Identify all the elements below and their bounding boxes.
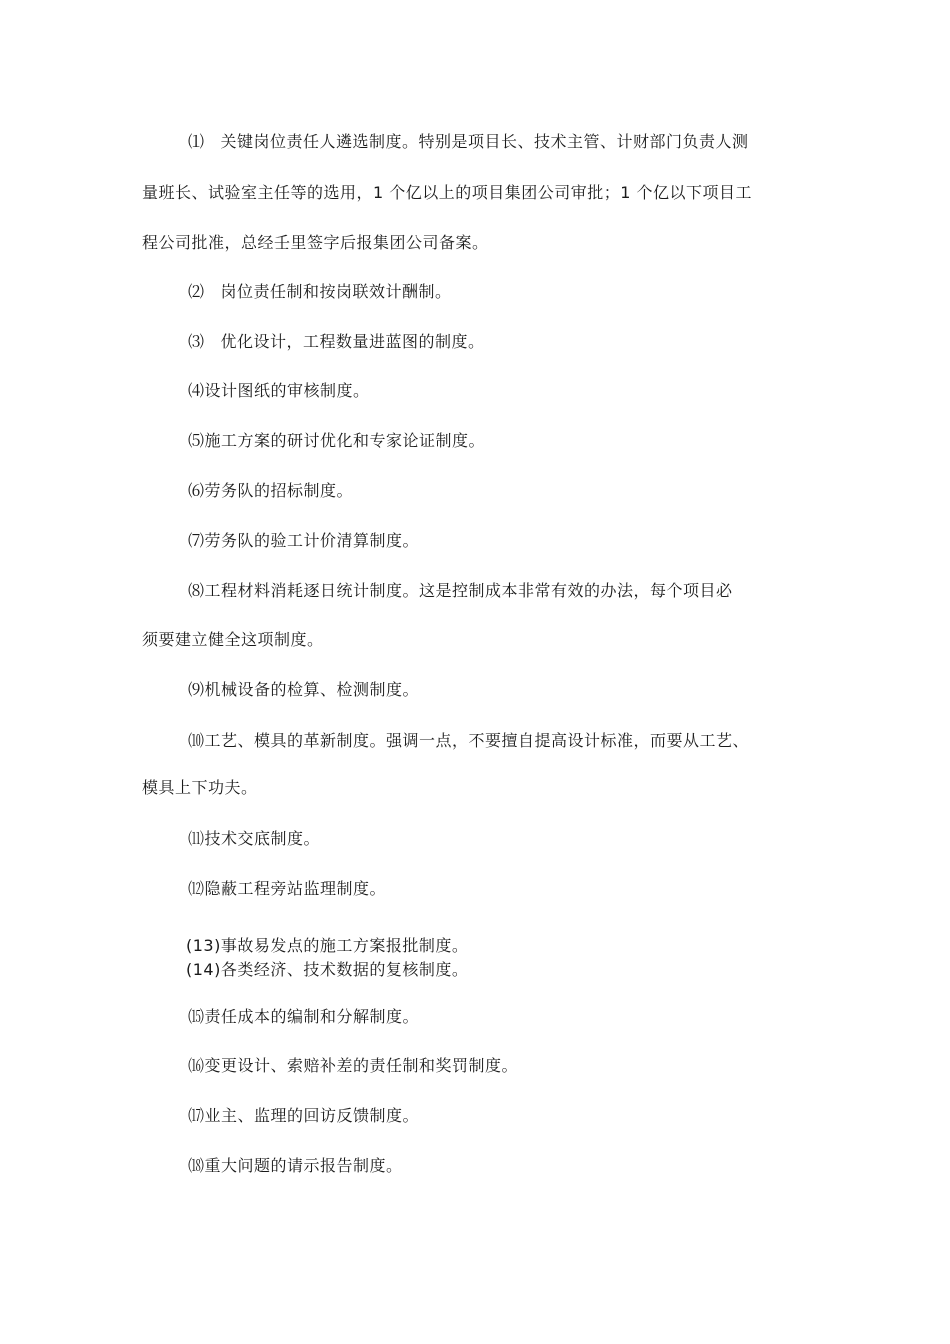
item-number: ⑴	[188, 132, 205, 151]
list-item	[188, 131, 749, 153]
item-text: 劳务队的招标制度。	[204, 481, 354, 500]
item-text: 技术交底制度。	[204, 829, 321, 848]
item-number: ⒅	[188, 1156, 205, 1175]
list-item	[188, 878, 386, 900]
item-number: ⒄	[188, 1106, 205, 1125]
list-item	[186, 959, 468, 981]
item-text: 变更设计、索赔补差的责任制和奖罚制度。	[204, 1056, 519, 1075]
list-item-continuation: 量班长、试验室主任等的选用，1 个亿以上的项目集团公司审批；1 个亿以下项目工	[142, 183, 753, 202]
list-item	[188, 430, 485, 452]
item-text: 工艺、模具的革新制度。强调一点，不要擅自提高设计标准，而要从工艺、	[204, 731, 750, 750]
item-text: 优化设计，工程数量进蓝图的制度。	[220, 332, 485, 351]
item-text: 劳务队的验工计价清算制度。	[204, 531, 420, 550]
list-item	[188, 281, 452, 303]
item-text: 责任成本的编制和分解制度。	[204, 1007, 420, 1026]
item-number: (13)	[186, 936, 221, 955]
list-item	[188, 730, 749, 752]
item-text: 隐蔽工程旁站监理制度。	[204, 879, 387, 898]
item-text: 关键岗位责任人遴选制度。特别是项目长、技术主管、计财部门负责人测	[220, 132, 749, 151]
list-item	[188, 580, 733, 602]
list-item	[188, 380, 370, 402]
item-text: 设计图纸的审核制度。	[204, 381, 370, 400]
item-text: 施工方案的研讨优化和专家论证制度。	[204, 431, 486, 450]
list-item	[188, 1006, 419, 1028]
item-text: 事故易发点的施工方案报批制度。	[220, 936, 469, 955]
item-text: 业主、监理的回访反馈制度。	[204, 1106, 420, 1125]
item-number: ⑹	[188, 481, 205, 500]
list-item	[188, 331, 485, 353]
item-number: ⑵	[188, 282, 205, 301]
item-number: ⑻	[188, 581, 205, 600]
list-item-continuation: 程公司批准，总经壬里签字后报集团公司备案。	[142, 233, 489, 252]
item-number: ⑷	[188, 381, 205, 400]
item-text: 重大问题的请示报告制度。	[204, 1156, 403, 1175]
list-item-continuation: 模具上下功夫。	[142, 778, 258, 797]
item-text: 工程材料消耗逐日统计制度。这是控制成本非常有效的办法，每个项目必	[204, 581, 733, 600]
item-number: ⑽	[188, 731, 205, 750]
item-number: ⑶	[188, 332, 205, 351]
item-number: ⑾	[188, 829, 205, 848]
item-text: 机械设备的检算、检测制度。	[204, 680, 420, 699]
list-item	[188, 828, 320, 850]
item-number: ⑿	[188, 879, 205, 898]
item-number: (14)	[186, 960, 221, 979]
list-item	[188, 1055, 518, 1077]
item-text: 各类经济、技术数据的复核制度。	[220, 960, 469, 979]
list-item	[188, 679, 419, 701]
list-item	[186, 935, 468, 957]
list-item	[188, 1155, 403, 1177]
item-number: ⑼	[188, 680, 205, 699]
item-number: ⑸	[188, 431, 205, 450]
list-item-continuation: 须要建立健全这项制度。	[142, 630, 324, 649]
item-number: ⒂	[188, 1007, 205, 1026]
list-item	[188, 1105, 419, 1127]
item-text: 岗位责任制和按岗联效计酬制。	[220, 282, 452, 301]
item-number: ⑺	[188, 531, 205, 550]
list-item	[188, 530, 419, 552]
list-item	[188, 480, 353, 502]
item-number: ⒃	[188, 1056, 205, 1075]
